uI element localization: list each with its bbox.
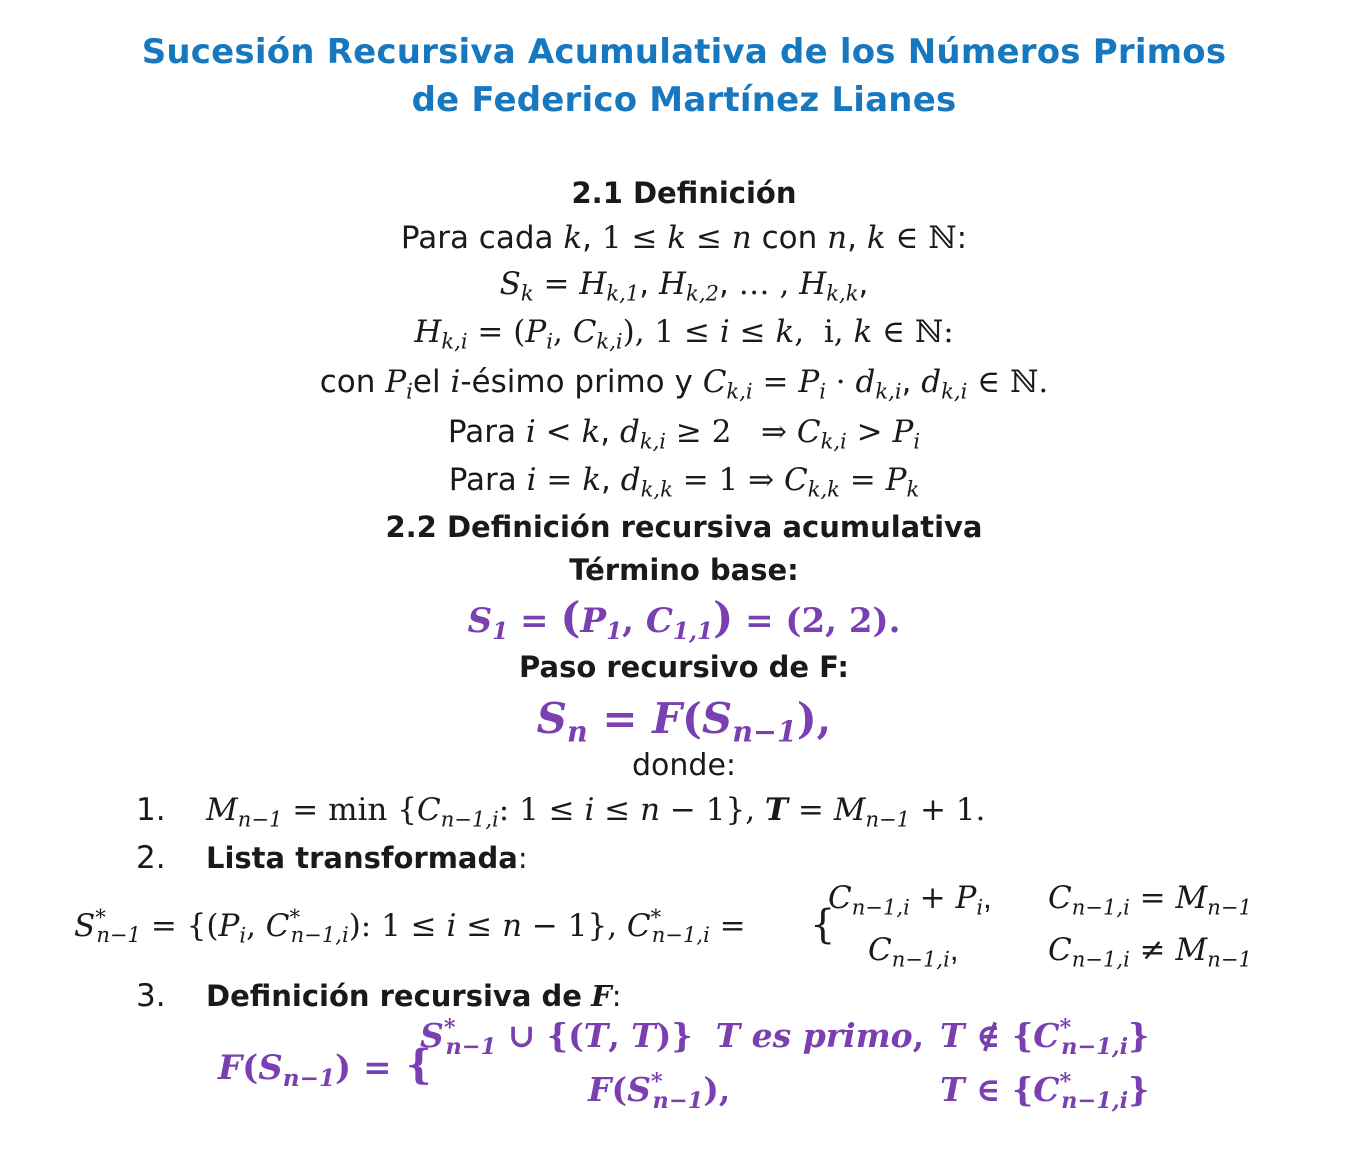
step-2-label: Lista transformada: (206, 841, 528, 875)
formula-h-ki: $H_{k,i} = (P_i$, $C_{k,i}$), 1 ≤ i ≤ k, i, k ∈ ℕ: (414, 314, 954, 354)
formula-recursive-step: $S_n = F(S_{n-1})$, (536, 694, 832, 749)
formula-f-of-s: $F(S_{n-1})$ = (218, 1048, 392, 1092)
formula-condition-not-equal: $C_{n-1,i} \ne M_{n-1}$ (1048, 932, 1252, 972)
formula-condition-in: T ∈ $\{C^*_{n-1,i}\}$ (940, 1069, 1150, 1114)
step-number-2: 2. (136, 840, 166, 876)
text-para-2: Para (448, 462, 517, 498)
formula-base-term: $S_1 = (P_1$, $C_{1,1}) = (2$, 2). (467, 593, 901, 645)
base-term-label: Término base: (569, 553, 799, 587)
formula-case-prime: $S^*_{n-1}$ ∪ {(T, T)} T es primo, (420, 1015, 925, 1060)
text-para-cada: Para cada (400, 220, 554, 256)
formula-case-equal: $C_{n-1,i} + P_i$, (828, 880, 992, 920)
page-title-line-1: Sucesión Recursiva Acumulativa de los Números Primos (141, 32, 1227, 72)
donde-label: donde: (631, 748, 737, 783)
formula-condition-line: con $P_iel$ i-ésimo primo y $C_{k,i} = P_i \cdot d_{k,i}$, $d_{k,i}$ ∈ ℕ. (319, 364, 1049, 404)
text-con: con (761, 220, 818, 256)
formula-condition-equal: $C_{n-1,i} = M_{n-1}$ (1048, 880, 1252, 920)
step-3-label: Definición recursiva de F: (206, 979, 622, 1013)
text-esimo-primo: -ésimo primo y (460, 364, 693, 400)
text-con-2: con (319, 364, 376, 400)
page-title-line-2: de Federico Martínez Lianes (411, 80, 957, 120)
text-para-1: Para (447, 414, 516, 450)
formula-s-k: $S_k = H_{k,1}$, $H_{k,2}$, … , $H_{k,k}$, (499, 266, 869, 306)
formula-case-not-equal: $C_{n-1,i}$, (868, 932, 959, 972)
formula-condition-not-in: T ∉ $\{C^*_{n-1,i}\}$ (940, 1015, 1150, 1060)
left-brace-step-3: { (406, 1041, 432, 1088)
section-heading-2-2: 2.2 Definición recursiva acumulativa (385, 510, 983, 544)
step-number-3: 3. (136, 978, 166, 1014)
formula-case-i-equal-k: Para i = k, $d_{k,k} = 1$ ⇒ $C_{k,k} = P_k$ (448, 462, 920, 502)
formula-case-recurse: $F(S^*_{n-1})$, (588, 1069, 731, 1114)
text-el: el (412, 364, 441, 400)
definition-intro-line: Para cada k, 1 ≤ k ≤ n con n, k ∈ ℕ: (400, 220, 968, 256)
section-heading-2-1: 2.1 Definición (571, 176, 797, 210)
left-brace-step-2: { (810, 902, 836, 948)
formula-step-1: $M_{n-1} = \min \{C_{n-1,i}$: 1 ≤ i ≤ n − 1}, $T = M_{n-1} + 1$. (206, 792, 986, 832)
recursive-step-label: Paso recursivo de F: (519, 650, 849, 684)
formula-case-i-less-k: Para i < k, $d_{k,i} \ge 2$ ⇒ $C_{k,i} > P_i$ (447, 414, 921, 454)
formula-transformed-list: $S^*_{n-1} = \{(P_i$, $C^*_{n-1,i}$): 1 ≤ i ≤ n − 1}, $C^*_{n-1,i}$ = (74, 904, 746, 948)
step-number-1: 1. (136, 792, 166, 828)
